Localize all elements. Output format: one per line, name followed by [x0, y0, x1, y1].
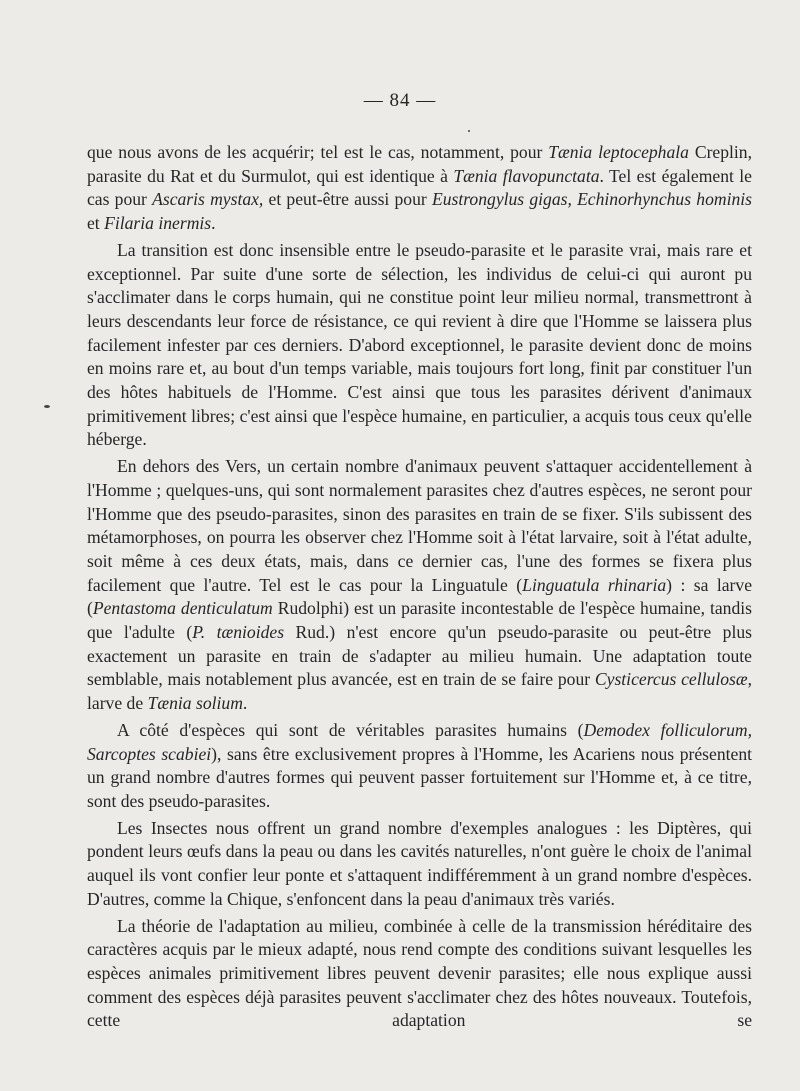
italic-taxon: Demodex folliculorum, Sarcoptes scabiei: [87, 719, 753, 764]
paragraph-3: [87, 455, 752, 716]
text-run: Rudolphi) est un parasite incontestable de l'espèce humaine, tandis que l'adulte (: [87, 598, 752, 643]
scan-speck: [44, 405, 50, 408]
text-run: , larve de: [87, 669, 752, 714]
text-run: Rud.) n'est encore qu'un pseudo-parasite ou peut-être plus exactement un parasite en train de s'adapter au milieu humain. Une adaptation toute semblable, mais notablement plus avancée, est en train de se faire pour: [87, 622, 752, 690]
body-text: [87, 141, 752, 1036]
italic-taxon: Eustrongylus gigas, Echinorhynchus hominis: [431, 189, 752, 210]
paragraph-4: [87, 719, 752, 814]
paragraph-6: [87, 915, 752, 1034]
text-run: Creplin, parasite du Rat et du Surmulot, qui est identique à: [87, 142, 753, 186]
text-run: En dehors des Vers, un certain nombre d'animaux peuvent s'attaquer accidentellement à l'Homme ; quelques-uns, qui sont normalement parasites chez d'autres espèces, ne seront pour l'Homme que des pseudo-parasites, sinon des parasites en train de se fixer. S'ils subissent des métamorphoses, on pourra les observer chez l'Homme soit à l'état larvaire, soit à l'état adulte, soit même à ces deux états, mais, dans ce dernier cas, l'une des formes se fixera plus facilement que l'autre. Tel est le cas pour la Linguatule (: [87, 456, 752, 595]
text-run: .: [242, 693, 248, 714]
text-run: La théorie de l'adaptation au milieu, combinée à celle de la transmission héréditaire des caractères acquis par le mieux adapté, nous rend compte des conditions suivant lesquelles les espèces animales primitivement libres peuvent devenir parasites; elle nous explique aussi comment des espèces déjà parasites peuvent s'acclimater chez des hôtes nouveaux. Toutefois, cette adaptation se: [87, 915, 752, 1031]
italic-taxon: Tænia solium: [147, 693, 243, 714]
text-run: La transition est donc insensible entre le pseudo-parasite et le parasite vrai, mais rare et exceptionnel. Par suite d'une sorte de sélection, les individus de celui-ci qui auront pu s'acclimater dans le corps humain, qui ne constitue point leur milieu normal, transmettront à leurs descendants leur force de résistance, ce qui revient à dire que l'Homme se laissera plus facilement infester par ces derniers. D'abord exceptionnel, le parasite devient donc de moins en moins rare et, au bout d'un temps variable, mais toujours fort long, finit par constituer l'un des hôtes habituels de l'Homme. C'est ainsi que tous les parasites dérivent d'animaux primitivement libres; c'est ainsi que l'espèce humaine, en particulier, a acquis tous ceux qu'elle héberge.: [87, 239, 752, 450]
italic-taxon: Tænia flavopunctata: [453, 165, 600, 186]
italic-taxon: Cysticercus cellulosæ: [594, 669, 748, 690]
page-number: — 84 —: [363, 90, 437, 111]
scan-speck: [468, 130, 470, 132]
italic-taxon: Ascaris mystax,: [152, 189, 264, 210]
text-run: et: [87, 213, 105, 234]
italic-taxon: Filaria inermis: [104, 213, 212, 234]
text-run: A côté d'espèces qui sont de véritables parasites humains (: [117, 719, 584, 740]
italic-taxon: Linguatula rhinaria: [522, 574, 667, 595]
text-run: .: [211, 213, 216, 234]
text-run: . Tel est également le cas pour: [87, 165, 752, 210]
paragraph-5: [87, 817, 752, 912]
italic-taxon: Tænia leptocephala: [548, 142, 689, 162]
italic-taxon: Pentastoma denticulatum: [92, 598, 273, 619]
italic-taxon: P. tænioides: [192, 622, 285, 643]
text-run: et peut-être aussi pour: [263, 189, 432, 210]
paragraph-2: [87, 239, 752, 452]
text-run: ), sans être exclusivement propres à l'Homme, les Acariens nous présentent un grand nombre d'autres formes qui peuvent passer fortuitement sur l'Homme et, à ce titre, sont des pseudo-parasites.: [87, 743, 753, 811]
text-run: ) : sa larve (: [87, 574, 752, 619]
text-run: que nous avons de les acquérir; tel est le cas, notamment, pour: [87, 142, 549, 162]
paragraph-1: [87, 141, 752, 236]
text-run: Les Insectes nous offrent un grand nombre d'exemples analogues : les Diptères, qui pondent leurs œufs dans la peau ou dans les cavités naturelles, n'ont guère le choix de l'animal auquel ils vont confier leur ponte et s'attaquent indifféremment à un grand nombre d'espèces. D'autres, comme la Chique, s'enfoncent dans la peau d'animaux très variés.: [87, 817, 752, 909]
